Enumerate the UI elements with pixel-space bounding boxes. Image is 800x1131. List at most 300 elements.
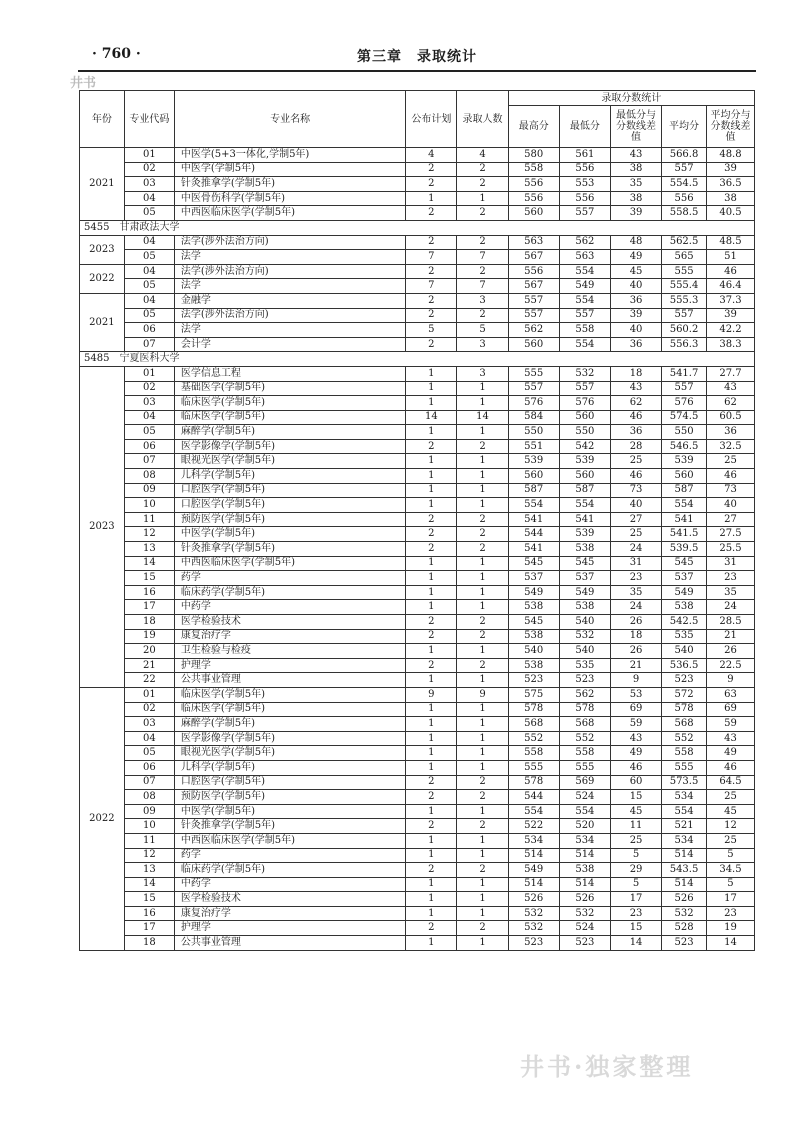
avg-diff-cell: 46 bbox=[706, 469, 754, 484]
section-title: 5455 甘肃政法大学 bbox=[80, 220, 755, 235]
code-cell: 09 bbox=[124, 483, 174, 498]
min-score-cell: 568 bbox=[559, 717, 610, 732]
avg-diff-cell: 46 bbox=[706, 760, 754, 775]
avg-diff-cell: 27.7 bbox=[706, 366, 754, 381]
major-name-cell: 中医学(学制5年) bbox=[174, 162, 405, 177]
admitted-cell: 1 bbox=[457, 877, 508, 892]
min-diff-cell: 28 bbox=[610, 439, 661, 454]
min-diff-cell: 29 bbox=[610, 863, 661, 878]
code-cell: 02 bbox=[124, 702, 174, 717]
avg-diff-cell: 27.5 bbox=[706, 527, 754, 542]
min-diff-cell: 26 bbox=[610, 644, 661, 659]
min-diff-cell: 60 bbox=[610, 775, 661, 790]
avg-score-cell: 540 bbox=[662, 644, 707, 659]
plan-cell: 2 bbox=[406, 162, 457, 177]
table-row bbox=[80, 746, 755, 761]
min-diff-cell: 45 bbox=[610, 264, 661, 279]
admitted-cell: 1 bbox=[457, 936, 508, 951]
max-score-cell: 534 bbox=[508, 833, 559, 848]
table-row bbox=[80, 760, 755, 775]
plan-cell: 1 bbox=[406, 644, 457, 659]
avg-score-cell: 523 bbox=[662, 673, 707, 688]
table-row bbox=[80, 308, 755, 323]
table-row bbox=[80, 615, 755, 630]
major-name-cell: 康复治疗学 bbox=[174, 629, 405, 644]
admitted-cell: 2 bbox=[457, 615, 508, 630]
min-diff-cell: 21 bbox=[610, 658, 661, 673]
admitted-cell: 1 bbox=[457, 425, 508, 440]
avg-diff-cell: 35 bbox=[706, 585, 754, 600]
avg-score-cell: 555.3 bbox=[662, 293, 707, 308]
min-score-cell: 554 bbox=[559, 293, 610, 308]
avg-score-cell: 554.5 bbox=[662, 177, 707, 192]
min-score-cell: 549 bbox=[559, 279, 610, 294]
max-score-cell: 555 bbox=[508, 760, 559, 775]
plan-cell: 1 bbox=[406, 760, 457, 775]
corner-stamp: 井书 bbox=[70, 76, 97, 91]
table-row bbox=[80, 162, 755, 177]
major-name-cell: 眼视光医学(学制5年) bbox=[174, 746, 405, 761]
major-name-cell: 法学(涉外法治方向) bbox=[174, 264, 405, 279]
max-score-cell: 522 bbox=[508, 819, 559, 834]
min-diff-cell: 23 bbox=[610, 571, 661, 586]
major-name-cell: 康复治疗学 bbox=[174, 906, 405, 921]
min-score-cell: 545 bbox=[559, 556, 610, 571]
table-row bbox=[80, 250, 755, 265]
max-score-cell: 532 bbox=[508, 921, 559, 936]
avg-diff-cell: 59 bbox=[706, 717, 754, 732]
code-cell: 04 bbox=[124, 410, 174, 425]
table-row bbox=[80, 337, 755, 352]
section-row bbox=[80, 352, 755, 367]
page-header bbox=[78, 44, 756, 70]
max-score-cell: 550 bbox=[508, 425, 559, 440]
major-name-cell: 药学 bbox=[174, 571, 405, 586]
table-row bbox=[80, 512, 755, 527]
min-diff-cell: 24 bbox=[610, 600, 661, 615]
admitted-cell: 1 bbox=[457, 585, 508, 600]
min-diff-cell: 69 bbox=[610, 702, 661, 717]
avg-score-cell: 562.5 bbox=[662, 235, 707, 250]
min-diff-cell: 38 bbox=[610, 191, 661, 206]
code-cell: 11 bbox=[124, 833, 174, 848]
min-score-cell: 553 bbox=[559, 177, 610, 192]
min-diff-cell: 15 bbox=[610, 790, 661, 805]
avg-score-cell: 541.5 bbox=[662, 527, 707, 542]
code-cell: 16 bbox=[124, 906, 174, 921]
year-cell: 2021 bbox=[80, 148, 125, 221]
admitted-cell: 2 bbox=[457, 921, 508, 936]
max-score-cell: 539 bbox=[508, 454, 559, 469]
avg-score-cell: 555 bbox=[662, 264, 707, 279]
max-score-cell: 544 bbox=[508, 527, 559, 542]
major-name-cell: 中西医临床医学(学制5年) bbox=[174, 556, 405, 571]
admitted-cell: 7 bbox=[457, 279, 508, 294]
table-row bbox=[80, 892, 755, 907]
admitted-cell: 2 bbox=[457, 177, 508, 192]
max-score-cell: 584 bbox=[508, 410, 559, 425]
min-diff-cell: 36 bbox=[610, 293, 661, 308]
min-diff-cell: 11 bbox=[610, 819, 661, 834]
code-cell: 10 bbox=[124, 819, 174, 834]
admitted-cell: 2 bbox=[457, 162, 508, 177]
major-name-cell: 儿科学(学制5年) bbox=[174, 469, 405, 484]
avg-diff-cell: 25 bbox=[706, 833, 754, 848]
avg-diff-cell: 62 bbox=[706, 396, 754, 411]
avg-diff-cell: 36 bbox=[706, 425, 754, 440]
col-avg: 平均分 bbox=[662, 106, 707, 148]
admitted-cell: 1 bbox=[457, 191, 508, 206]
avg-score-cell: 555 bbox=[662, 760, 707, 775]
max-score-cell: 580 bbox=[508, 148, 559, 163]
max-score-cell: 549 bbox=[508, 863, 559, 878]
avg-diff-cell: 36.5 bbox=[706, 177, 754, 192]
code-cell: 05 bbox=[124, 250, 174, 265]
table-row bbox=[80, 833, 755, 848]
avg-diff-cell: 19 bbox=[706, 921, 754, 936]
min-score-cell: 587 bbox=[559, 483, 610, 498]
code-cell: 07 bbox=[124, 775, 174, 790]
avg-score-cell: 554 bbox=[662, 498, 707, 513]
plan-cell: 1 bbox=[406, 731, 457, 746]
major-name-cell: 卫生检验与检疫 bbox=[174, 644, 405, 659]
min-score-cell: 514 bbox=[559, 848, 610, 863]
col-plan: 公布计划 bbox=[406, 91, 457, 148]
avg-score-cell: 573.5 bbox=[662, 775, 707, 790]
min-score-cell: 558 bbox=[559, 746, 610, 761]
admitted-cell: 2 bbox=[457, 819, 508, 834]
min-diff-cell: 5 bbox=[610, 848, 661, 863]
min-diff-cell: 46 bbox=[610, 760, 661, 775]
plan-cell: 1 bbox=[406, 396, 457, 411]
table-row bbox=[80, 673, 755, 688]
admitted-cell: 1 bbox=[457, 381, 508, 396]
admitted-cell: 2 bbox=[457, 542, 508, 557]
avg-diff-cell: 25.5 bbox=[706, 542, 754, 557]
plan-cell: 1 bbox=[406, 717, 457, 732]
col-min-diff: 最低分与分数线差值 bbox=[610, 106, 661, 148]
plan-cell: 2 bbox=[406, 629, 457, 644]
major-name-cell: 法学 bbox=[174, 279, 405, 294]
major-name-cell: 法学(涉外法治方向) bbox=[174, 308, 405, 323]
table-row bbox=[80, 731, 755, 746]
admitted-cell: 2 bbox=[457, 512, 508, 527]
major-name-cell: 护理学 bbox=[174, 658, 405, 673]
plan-cell: 2 bbox=[406, 206, 457, 221]
min-diff-cell: 40 bbox=[610, 323, 661, 338]
major-name-cell: 口腔医学(学制5年) bbox=[174, 498, 405, 513]
min-diff-cell: 43 bbox=[610, 731, 661, 746]
max-score-cell: 556 bbox=[508, 191, 559, 206]
table-row bbox=[80, 454, 755, 469]
table-row bbox=[80, 206, 755, 221]
avg-diff-cell: 23 bbox=[706, 571, 754, 586]
major-name-cell: 预防医学(学制5年) bbox=[174, 790, 405, 805]
code-cell: 07 bbox=[124, 454, 174, 469]
table-row bbox=[80, 410, 755, 425]
avg-diff-cell: 48.8 bbox=[706, 148, 754, 163]
max-score-cell: 538 bbox=[508, 600, 559, 615]
avg-diff-cell: 12 bbox=[706, 819, 754, 834]
admitted-cell: 2 bbox=[457, 439, 508, 454]
avg-diff-cell: 69 bbox=[706, 702, 754, 717]
avg-diff-cell: 60.5 bbox=[706, 410, 754, 425]
avg-score-cell: 514 bbox=[662, 848, 707, 863]
avg-diff-cell: 28.5 bbox=[706, 615, 754, 630]
avg-diff-cell: 27 bbox=[706, 512, 754, 527]
major-name-cell: 针灸推拿学(学制5年) bbox=[174, 542, 405, 557]
max-score-cell: 537 bbox=[508, 571, 559, 586]
avg-diff-cell: 45 bbox=[706, 804, 754, 819]
avg-diff-cell: 21 bbox=[706, 629, 754, 644]
min-score-cell: 550 bbox=[559, 425, 610, 440]
avg-score-cell: 534 bbox=[662, 833, 707, 848]
avg-score-cell: 541 bbox=[662, 512, 707, 527]
major-name-cell: 护理学 bbox=[174, 921, 405, 936]
max-score-cell: 554 bbox=[508, 804, 559, 819]
table-row bbox=[80, 323, 755, 338]
table-row bbox=[80, 848, 755, 863]
max-score-cell: 523 bbox=[508, 936, 559, 951]
max-score-cell: 560 bbox=[508, 337, 559, 352]
min-diff-cell: 18 bbox=[610, 366, 661, 381]
admitted-cell: 3 bbox=[457, 337, 508, 352]
avg-diff-cell: 38.3 bbox=[706, 337, 754, 352]
avg-diff-cell: 46 bbox=[706, 264, 754, 279]
max-score-cell: 558 bbox=[508, 746, 559, 761]
min-diff-cell: 14 bbox=[610, 936, 661, 951]
code-cell: 20 bbox=[124, 644, 174, 659]
max-score-cell: 541 bbox=[508, 512, 559, 527]
plan-cell: 1 bbox=[406, 936, 457, 951]
col-name: 专业名称 bbox=[174, 91, 405, 148]
table-row bbox=[80, 687, 755, 702]
max-score-cell: 560 bbox=[508, 469, 559, 484]
table-body bbox=[80, 148, 755, 951]
avg-diff-cell: 42.2 bbox=[706, 323, 754, 338]
avg-diff-cell: 23 bbox=[706, 906, 754, 921]
max-score-cell: 558 bbox=[508, 162, 559, 177]
major-name-cell: 中医学(5+3一体化,学制5年) bbox=[174, 148, 405, 163]
admitted-cell: 1 bbox=[457, 396, 508, 411]
table-row bbox=[80, 483, 755, 498]
code-cell: 19 bbox=[124, 629, 174, 644]
table-row bbox=[80, 921, 755, 936]
plan-cell: 9 bbox=[406, 687, 457, 702]
admitted-cell: 1 bbox=[457, 804, 508, 819]
code-cell: 05 bbox=[124, 425, 174, 440]
table-row bbox=[80, 790, 755, 805]
major-name-cell: 中药学 bbox=[174, 877, 405, 892]
min-diff-cell: 35 bbox=[610, 585, 661, 600]
code-cell: 06 bbox=[124, 760, 174, 775]
min-diff-cell: 59 bbox=[610, 717, 661, 732]
code-cell: 14 bbox=[124, 877, 174, 892]
code-cell: 05 bbox=[124, 746, 174, 761]
plan-cell: 1 bbox=[406, 469, 457, 484]
code-cell: 07 bbox=[124, 337, 174, 352]
admitted-cell: 1 bbox=[457, 760, 508, 775]
major-name-cell: 临床医学(学制5年) bbox=[174, 687, 405, 702]
major-name-cell: 医学影像学(学制5年) bbox=[174, 439, 405, 454]
max-score-cell: 576 bbox=[508, 396, 559, 411]
plan-cell: 2 bbox=[406, 177, 457, 192]
plan-cell: 2 bbox=[406, 863, 457, 878]
min-score-cell: 538 bbox=[559, 600, 610, 615]
min-score-cell: 523 bbox=[559, 936, 610, 951]
plan-cell: 1 bbox=[406, 191, 457, 206]
code-cell: 13 bbox=[124, 542, 174, 557]
admitted-cell: 1 bbox=[457, 571, 508, 586]
plan-cell: 1 bbox=[406, 454, 457, 469]
min-score-cell: 569 bbox=[559, 775, 610, 790]
major-name-cell: 眼视光医学(学制5年) bbox=[174, 454, 405, 469]
table-row bbox=[80, 600, 755, 615]
min-score-cell: 524 bbox=[559, 921, 610, 936]
avg-score-cell: 576 bbox=[662, 396, 707, 411]
plan-cell: 2 bbox=[406, 819, 457, 834]
major-name-cell: 公共事业管理 bbox=[174, 936, 405, 951]
plan-cell: 2 bbox=[406, 337, 457, 352]
avg-diff-cell: 5 bbox=[706, 848, 754, 863]
avg-diff-cell: 14 bbox=[706, 936, 754, 951]
major-name-cell: 医学影像学(学制5年) bbox=[174, 731, 405, 746]
avg-diff-cell: 40.5 bbox=[706, 206, 754, 221]
plan-cell: 1 bbox=[406, 848, 457, 863]
min-score-cell: 552 bbox=[559, 731, 610, 746]
admitted-cell: 1 bbox=[457, 556, 508, 571]
code-cell: 08 bbox=[124, 469, 174, 484]
plan-cell: 1 bbox=[406, 673, 457, 688]
avg-score-cell: 550 bbox=[662, 425, 707, 440]
major-name-cell: 口腔医学(学制5年) bbox=[174, 775, 405, 790]
major-name-cell: 中医骨伤科学(学制5年) bbox=[174, 191, 405, 206]
avg-score-cell: 565 bbox=[662, 250, 707, 265]
min-score-cell: 535 bbox=[559, 658, 610, 673]
code-cell: 04 bbox=[124, 731, 174, 746]
min-score-cell: 557 bbox=[559, 381, 610, 396]
avg-diff-cell: 24 bbox=[706, 600, 754, 615]
min-score-cell: 538 bbox=[559, 542, 610, 557]
major-name-cell: 临床医学(学制5年) bbox=[174, 396, 405, 411]
min-diff-cell: 53 bbox=[610, 687, 661, 702]
code-cell: 14 bbox=[124, 556, 174, 571]
max-score-cell: 557 bbox=[508, 293, 559, 308]
min-diff-cell: 43 bbox=[610, 381, 661, 396]
min-diff-cell: 31 bbox=[610, 556, 661, 571]
max-score-cell: 557 bbox=[508, 308, 559, 323]
admitted-cell: 1 bbox=[457, 483, 508, 498]
avg-score-cell: 546.5 bbox=[662, 439, 707, 454]
code-cell: 21 bbox=[124, 658, 174, 673]
table-row bbox=[80, 775, 755, 790]
avg-diff-cell: 63 bbox=[706, 687, 754, 702]
avg-score-cell: 587 bbox=[662, 483, 707, 498]
min-score-cell: 540 bbox=[559, 644, 610, 659]
avg-score-cell: 523 bbox=[662, 936, 707, 951]
code-cell: 04 bbox=[124, 264, 174, 279]
table-row bbox=[80, 717, 755, 732]
plan-cell: 1 bbox=[406, 381, 457, 396]
max-score-cell: 555 bbox=[508, 366, 559, 381]
major-name-cell: 针灸推拿学(学制5年) bbox=[174, 819, 405, 834]
major-name-cell: 金融学 bbox=[174, 293, 405, 308]
table-row bbox=[80, 439, 755, 454]
plan-cell: 1 bbox=[406, 804, 457, 819]
avg-score-cell: 549 bbox=[662, 585, 707, 600]
table-row bbox=[80, 498, 755, 513]
plan-cell: 2 bbox=[406, 542, 457, 557]
max-score-cell: 557 bbox=[508, 381, 559, 396]
admitted-cell: 2 bbox=[457, 658, 508, 673]
avg-diff-cell: 25 bbox=[706, 790, 754, 805]
plan-cell: 2 bbox=[406, 658, 457, 673]
major-name-cell: 基础医学(学制5年) bbox=[174, 381, 405, 396]
plan-cell: 1 bbox=[406, 746, 457, 761]
min-score-cell: 532 bbox=[559, 629, 610, 644]
min-score-cell: 534 bbox=[559, 833, 610, 848]
min-score-cell: 578 bbox=[559, 702, 610, 717]
plan-cell: 2 bbox=[406, 615, 457, 630]
code-cell: 17 bbox=[124, 600, 174, 615]
avg-score-cell: 534 bbox=[662, 790, 707, 805]
plan-cell: 1 bbox=[406, 498, 457, 513]
plan-cell: 1 bbox=[406, 425, 457, 440]
min-diff-cell: 9 bbox=[610, 673, 661, 688]
major-name-cell: 针灸推拿学(学制5年) bbox=[174, 177, 405, 192]
avg-diff-cell: 25 bbox=[706, 454, 754, 469]
admitted-cell: 1 bbox=[457, 717, 508, 732]
min-score-cell: 560 bbox=[559, 469, 610, 484]
table-row bbox=[80, 425, 755, 440]
avg-diff-cell: 39 bbox=[706, 162, 754, 177]
avg-score-cell: 542.5 bbox=[662, 615, 707, 630]
admitted-cell: 1 bbox=[457, 892, 508, 907]
max-score-cell: 587 bbox=[508, 483, 559, 498]
plan-cell: 7 bbox=[406, 250, 457, 265]
code-cell: 05 bbox=[124, 279, 174, 294]
plan-cell: 2 bbox=[406, 527, 457, 542]
avg-score-cell: 545 bbox=[662, 556, 707, 571]
admitted-cell: 2 bbox=[457, 264, 508, 279]
avg-score-cell: 557 bbox=[662, 162, 707, 177]
avg-score-cell: 557 bbox=[662, 381, 707, 396]
avg-score-cell: 538 bbox=[662, 600, 707, 615]
min-diff-cell: 38 bbox=[610, 162, 661, 177]
code-cell: 17 bbox=[124, 921, 174, 936]
plan-cell: 2 bbox=[406, 293, 457, 308]
avg-score-cell: 566.8 bbox=[662, 148, 707, 163]
table-row bbox=[80, 148, 755, 163]
min-score-cell: 532 bbox=[559, 366, 610, 381]
code-cell: 02 bbox=[124, 381, 174, 396]
min-score-cell: 524 bbox=[559, 790, 610, 805]
plan-cell: 1 bbox=[406, 483, 457, 498]
min-diff-cell: 46 bbox=[610, 469, 661, 484]
plan-cell: 2 bbox=[406, 308, 457, 323]
avg-score-cell: 556 bbox=[662, 191, 707, 206]
plan-cell: 1 bbox=[406, 892, 457, 907]
admitted-cell: 1 bbox=[457, 731, 508, 746]
min-score-cell: 562 bbox=[559, 235, 610, 250]
major-name-cell: 儿科学(学制5年) bbox=[174, 760, 405, 775]
plan-cell: 1 bbox=[406, 600, 457, 615]
min-diff-cell: 26 bbox=[610, 615, 661, 630]
plan-cell: 1 bbox=[406, 556, 457, 571]
table-row bbox=[80, 366, 755, 381]
max-score-cell: 578 bbox=[508, 702, 559, 717]
avg-score-cell: 556.3 bbox=[662, 337, 707, 352]
